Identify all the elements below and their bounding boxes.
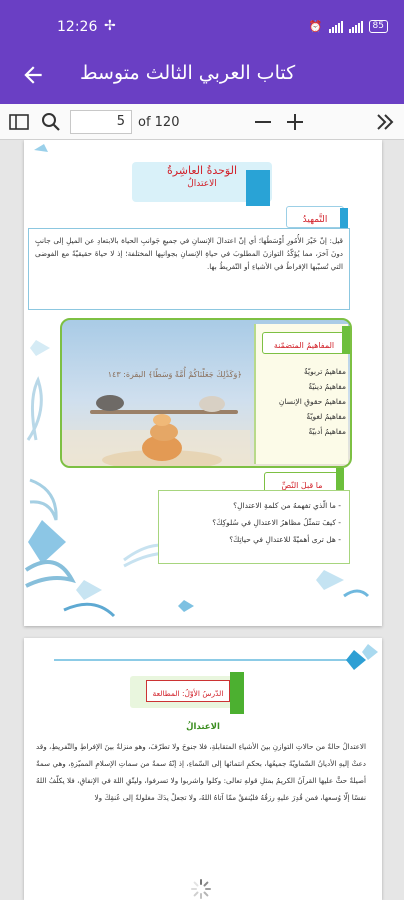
unit-title: الوَحدةُ العاشِرةُ [166,164,238,177]
signal-icon [329,21,343,33]
back-arrow-icon[interactable] [20,62,46,88]
battery-icon: 85 [369,20,388,33]
concept-item: مفاهيمُ حقوقِ الإنسانِ [278,397,346,406]
lesson-label-box [146,680,230,702]
signal-icon [349,21,363,33]
loading-spinner-icon [190,878,212,900]
document-title: كتاب العربي الثالث متوسط [80,62,296,84]
alarm-icon: ⏰ [308,20,323,33]
intro-label: التَّمهيدُ [286,206,344,228]
pdf-page [24,140,382,626]
body-text: الاعتدالُ حالةٌ من حالاتِ التوازنِ بينَ الأشياءِ المتقابلةِ، فلا جنوحَ ولا تطرّفَ، وهو منزلةٌ بينَ الإفراطِ والتّفريطِ، وقد دعتْ إليهِ الأديانُ السّماويّةُ جميعُها، بحكمِ انتمائها إلى السّماءِ، إذ إنّهُ سمةٌ من سماتِ الإسلامِ المميّزةِ، وهي سمةٌ أصيلةٌ حثَّ عليها القرآنُ الكريمُ بمثلِ قولهِ تعالى: وكلوا واشربوا ولا تسرفوا، وليتّقِ اللهَ في الإنفاقِ، فلا يكلّفُ اللهُ نفسًا إلّا وُسعها، فمن قُدِرَ عليهِ رزقُهُ فليُنفقْ ممّا آتاهُ اللهُ، ولا تجعلْ يدَكَ مغلولةً إلى عُنقِكَ ولا [36,742,366,802]
status-icons [309,20,388,33]
concept-item: مفاهيمُ أدبيّةٌ [308,427,346,436]
section-heading: الاعتدالُ [186,722,220,732]
concepts-label: المفاهيمُ المتضمّنة [262,332,346,354]
pdf-toolbar [0,104,404,140]
fan-icon: ✢ [104,18,116,34]
status-bar [0,0,404,52]
lesson-banner-ribbon [230,672,244,714]
status-time: 12:26 [57,19,98,35]
questions-list [167,497,341,548]
questions-box [158,490,350,564]
concept-item: مفاهيمُ لغويّةٌ [306,412,346,421]
intro-text: قيل: إنّ خَيْرَ الأُمُورِ أَوْسَطُها؛ أي إنّ اعتدالَ الإنسانِ في جميعِ جَوانبِ الحياة بالابتعادِ عن الميلِ إلى جانبٍ دونَ آخرَ، مما يُؤكّدُ التوازنَ المطلوبَ في حياةِ الإنسانِ بجوانبِها المختلفة؛ إذ لا حياةَ حقيقيّةً مع الفوضى التي تُسبّبها الإفراطُ في الأشياءِ أو التّفريطُ بها. [35,236,343,271]
question-item: - ما الّذي تفهمهُ من كلمةِ الاعتدالِ؟ [233,501,341,510]
lesson-label: الدّرسُ الأوّلُ: المطالعة [152,689,224,698]
concepts-label-tab [342,326,350,354]
pdf-viewer[interactable] [0,140,404,900]
concept-item: مفاهيمُ دينيّةٌ [308,382,346,391]
concepts-list [260,364,346,439]
intro-text-box [28,228,350,310]
balance-stones-image [62,320,250,468]
pdf-page [24,638,382,900]
concept-item: مفاهيمُ تربويّةٌ [304,367,346,376]
app-bar [0,52,404,104]
unit-subtitle: الاعتدالُ [187,179,217,189]
search-icon[interactable] [40,111,62,133]
question-item: - هل ترى أهميّةً للاعتدالِ في حياتِكَ؟ [229,535,341,544]
double-chevron-right-icon[interactable] [374,111,396,133]
sidebar-toggle-icon[interactable] [8,111,30,133]
verse-text: ﴿وَكَذَٰلِكَ جَعَلْنَاكُمْ أُمَّةً وَسَطًا﴾ البقرة: ١٤٣ [107,370,242,379]
intro-label-tab [340,208,348,230]
zoom-in-icon[interactable] [284,111,306,133]
unit-title-box [128,164,276,189]
prereading-label: ما قبلَ النّصِّ [264,472,340,494]
question-item: - كيفَ تتمثّلُ مظاهرُ الاعتدالِ في سُلوكِكَ؟ [212,518,341,527]
page-number-input[interactable]: 5 [70,110,132,134]
page-count: of 120 [138,115,180,130]
zoom-out-icon[interactable] [252,111,274,133]
